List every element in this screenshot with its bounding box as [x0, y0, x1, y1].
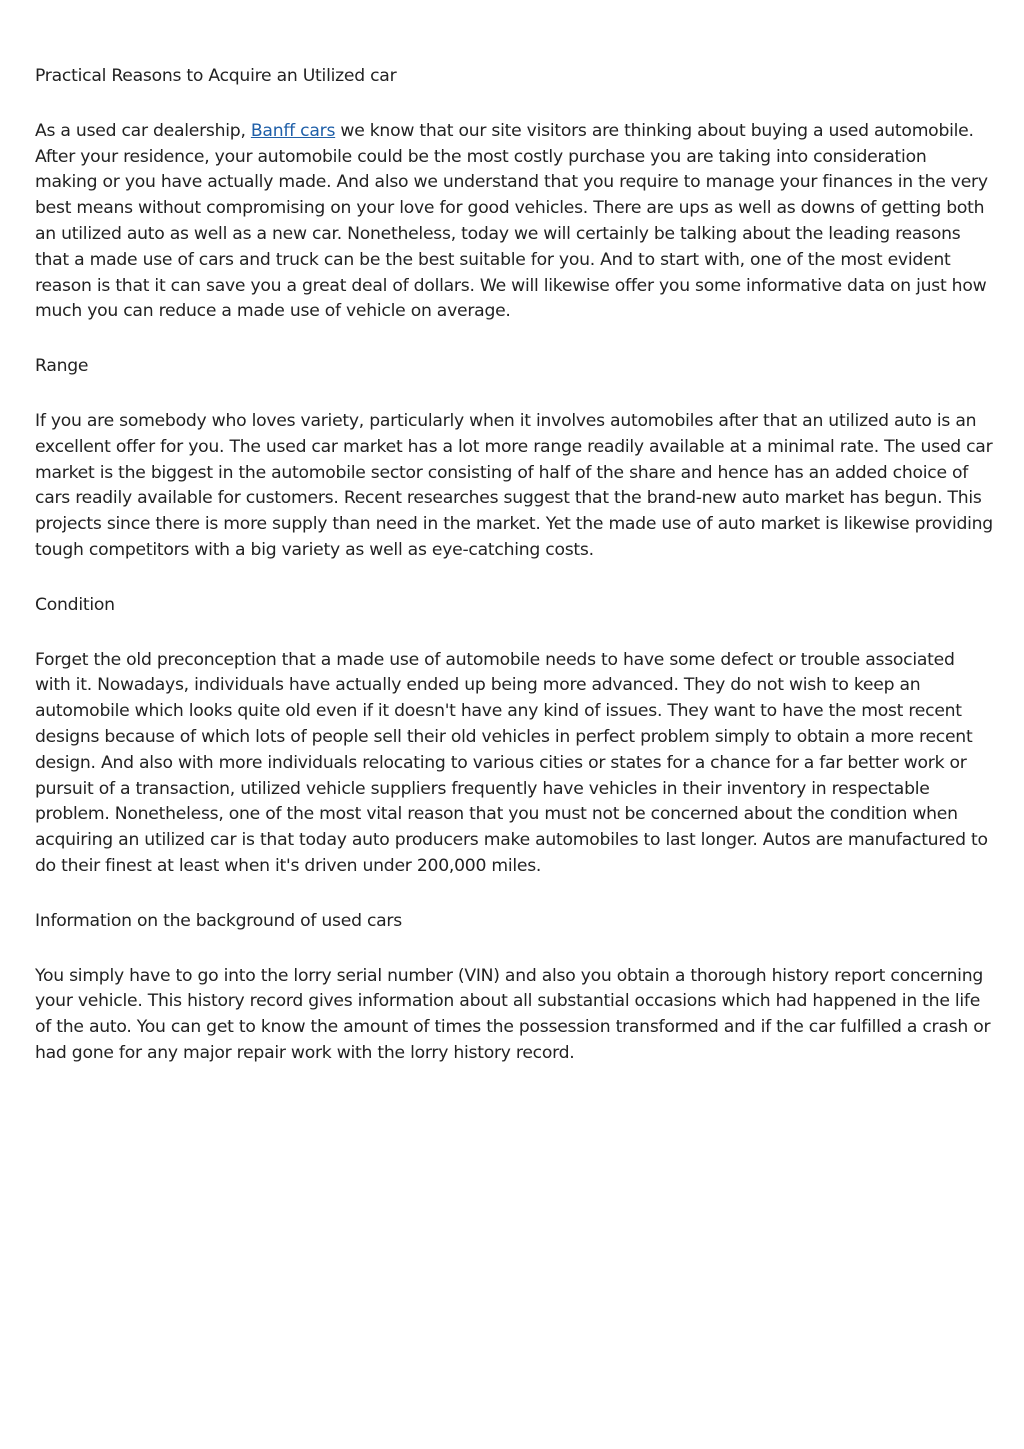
background-paragraph: You simply have to go into the lorry serial number (VIN) and also you obtain a thorough history report concerning your vehicle. This history record gives information about all substantial occasions which had happened in the life of the auto. You can get to know the amount of times the possession transformed and if the car fulfilled a crash or had gone for any major repair work with the lorry history record. [35, 965, 991, 1063]
condition-heading: Condition [35, 594, 115, 615]
range-paragraph: If you are somebody who loves variety, particularly when it involves automobiles after that an utilized auto is an excellent offer for you. The used car market has a lot more range readily available at a minimal rate. The used car market is the biggest in the automobile sector consisting of half of the share and hence has an added choice of cars readily available for customers. Recent researches suggest that the brand-new auto market has begun. This projects since there is more supply than need in the market. Yet the made use of auto market is likewise providing tough competitors with a big variety as well as eye-catching costs. [35, 410, 993, 560]
intro-paragraph [35, 119, 993, 325]
background-heading: Information on the background of used cars [35, 910, 402, 931]
document-title: Practical Reasons to Acquire an Utilized car [35, 66, 397, 86]
intro-text-before-link: As a used car dealership, [35, 120, 251, 141]
banff-cars-link[interactable]: Banff cars [250, 120, 336, 141]
document-body [35, 64, 993, 1096]
range-heading: Range [35, 356, 89, 377]
intro-text-after-link: we know that our site visitors are thinking about buying a used automobile. After your residence, your automobile could be the most costly purchase you are taking into consideration making or you have actually made. And also we understand that you require to manage your finances in the very best means without compromising on your love for good vehicles. There are ups as well as downs of getting both an utilized auto as well as a new car. Nonetheless, today we will certainly be talking about the leading reasons that a made use of cars and truck can be the best suitable for you. And to start with, one of the most evident reason is that it can save you a great deal of dollars. We will likewise offer you some informative data on just how much you can reduce a made use of vehicle on average. [35, 120, 988, 322]
condition-paragraph: Forget the old preconception that a made use of automobile needs to have some defect or trouble associated with it. Nowadays, individuals have actually ended up being more advanced. They do not wish to keep an automobile which looks quite old even if it doesn't have any kind of issues. They want to have the most recent designs because of which lots of people sell their old vehicles in perfect problem simply to obtain a more recent design. And also with more individuals relocating to various cities or states for a chance for a far better work or pursuit of a transaction, utilized vehicle suppliers frequently have vehicles in their inventory in respectable problem. Nonetheless, one of the most vital reason that you must not be concerned about the condition when acquiring an utilized car is that today auto producers make automobiles to last longer. Autos are manufactured to do their finest at least when it's driven under 200,000 miles. [35, 649, 988, 876]
